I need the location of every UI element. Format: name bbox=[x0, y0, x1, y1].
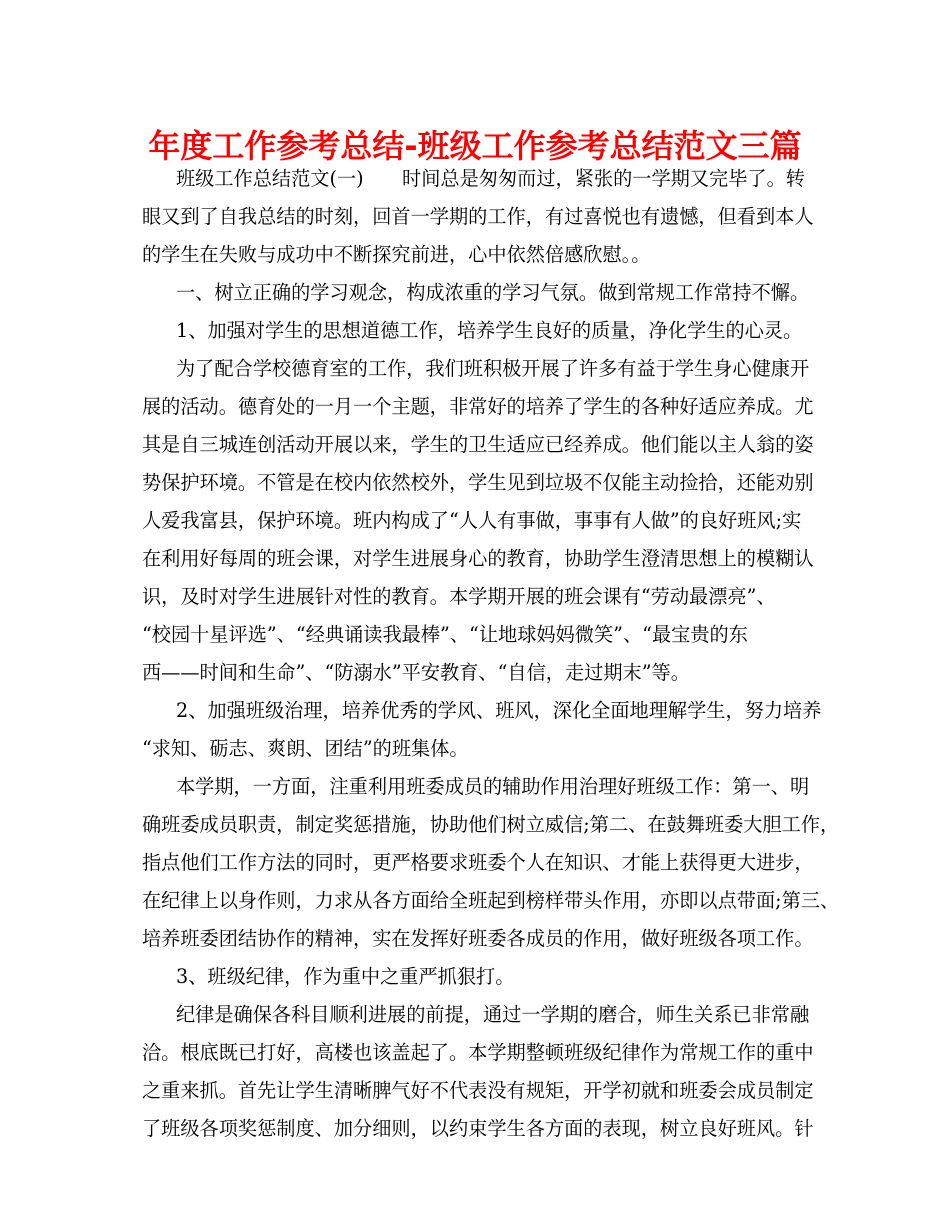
body-line: 本学期，一方面，注重利用班委成员的辅助作用治理好班级工作：第一、明 bbox=[176, 775, 810, 798]
body-line: 眼又到了自我总结的时刻，回首一学期的工作，有过喜悦也有遗憾，但看到本人 bbox=[142, 205, 814, 228]
body-line: 人爱我富县，保护环境。班内构成了“人人有事做，事事有人做”的良好班风;实 bbox=[142, 509, 802, 532]
body-line: 3、班级纪律，作为重中之重严抓狠打。 bbox=[176, 965, 515, 988]
body-line: 在纪律上以身作则，力求从各方面给全班起到榜样带头作用，亦即以点带面;第三、 bbox=[142, 889, 840, 912]
body-line: 洽。根底既已打好，高楼也该盖起了。本学期整顿班级纪律作为常规工作的重中 bbox=[142, 1041, 814, 1064]
body-line: 为了配合学校德育室的工作，我们班积极开展了许多有益于学生身心健康开 bbox=[176, 357, 810, 380]
body-line: 2、加强班级治理，培养优秀的学风、班风，深化全面地理解学生，努力培养 bbox=[176, 699, 822, 722]
body-line: 之重来抓。首先让学生清晰脾气好不代表没有规矩，开学初就和班委会成员制定 bbox=[142, 1079, 814, 1102]
body-line: 指点他们工作方法的同时，更严格要求班委个人在知识、才能上获得更大进步， bbox=[142, 851, 814, 874]
body-line: “求知、砺志、爽朗、团结”的班集体。 bbox=[142, 737, 469, 760]
body-line: 的学生在失败与成功中不断探究前进，心中依然倍感欣慰。。 bbox=[142, 243, 651, 266]
document-title: 年度工作参考总结-班级工作参考总结范文三篇 bbox=[148, 127, 802, 165]
body-line: 班级工作总结范文(一) 时间总是匆匆而过，紧张的一学期又完毕了。转 bbox=[176, 167, 805, 190]
body-line: 一、树立正确的学习观念，构成浓重的学习气氛。做到常规工作常持不懈。 bbox=[176, 281, 810, 304]
body-line: 了班级各项奖惩制度、加分细则，以约束学生各方面的表现，树立良好班风。针 bbox=[142, 1117, 814, 1140]
body-line: 展的活动。德育处的一月一个主题，非常好的培养了学生的各种好适应养成。尤 bbox=[142, 395, 814, 418]
body-line: 纪律是确保各科目顺利进展的前提，通过一学期的磨合，师生关系已非常融 bbox=[176, 1003, 810, 1026]
body-line: “校园十星评选”、“经典诵读我最棒”、“让地球妈妈微笑”、“最宝贵的东 bbox=[142, 623, 748, 646]
body-line: 识，及时对学生进展针对性的教育。本学期开展的班会课有“劳动最漂亮”、 bbox=[142, 585, 776, 608]
body-line: 势保护环境。不管是在校内依然校外，学生见到垃圾不仅能主动捡拾，还能劝别 bbox=[142, 471, 814, 494]
body-line: 其是自三城连创活动开展以来，学生的卫生适应已经养成。他们能以主人翁的姿 bbox=[142, 433, 814, 456]
body-line: 培养班委团结协作的精神，实在发挥好班委各成员的作用，做好班级各项工作。 bbox=[142, 927, 814, 950]
body-line: 西——时间和生命”、“防溺水”平安教育、“自信，走过期末”等。 bbox=[142, 661, 690, 684]
body-line: 1、加强对学生的思想道德工作，培养学生良好的质量，净化学生的心灵。 bbox=[176, 319, 803, 342]
body-line: 确班委成员职责，制定奖惩措施，协助他们树立威信;第二、在鼓舞班委大胆工作， bbox=[142, 813, 840, 836]
body-line: 在利用好每周的班会课，对学生进展身心的教育，协助学生澄清思想上的模糊认 bbox=[142, 547, 814, 570]
